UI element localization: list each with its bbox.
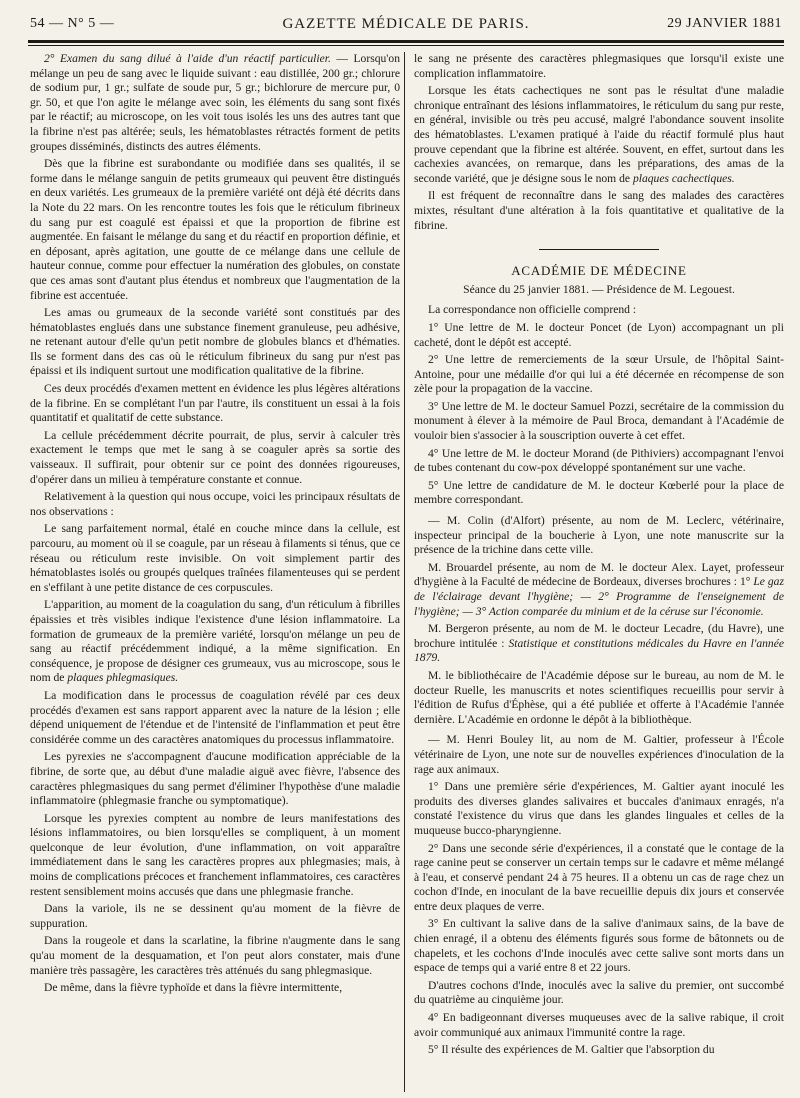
issue-date: 29 JANVIER 1881 bbox=[667, 16, 782, 31]
left-column bbox=[30, 52, 400, 1092]
paragraph: Relativement à la question qui nous occupe, voici les principaux résultats de nos observations : bbox=[30, 490, 400, 518]
paragraph-text: Lorsque les états cachectiques ne sont pas le résultat d'une maladie chronique entraînant des lésions inflammatoires, le réticulum du sang pur reste, en général, invisible ou très peu accusé, malgré l'abondance souvent insolite des hématoblastes. L'examen pratiqué à l'aide du réactif formulé plus haut prouve cependant que la fibrine est altérée. Souvent, en effet, surtout dans les cachexies avancées, on remarque, dans les préparations, des amas de la seconde variété, que je désigne sous le nom de bbox=[414, 84, 784, 185]
section-heading: ACADÉMIE DE MÉDECINE bbox=[511, 263, 687, 279]
paragraph-text: M. Brouardel présente, au nom de M. le docteur Alex. Layet, professeur d'hygiène à la Faculté de médecine de Bordeaux, diverses brochures : 1° bbox=[414, 560, 784, 589]
paragraph: La cellule précédemment décrite pourrait, de plus, servir à calculer très exactement le temps que met le sang à se coaguler après sa sortie des vaisseaux. Il suffirait, pour obtenir sur ce point des données rigoureuses, d'opérer dans un milieu à température constante et connue. bbox=[30, 428, 400, 486]
session-line: Séance du 25 janvier 1881. — Présidence de M. Legouest. bbox=[463, 282, 735, 296]
paragraph: Les amas ou grumeaux de la seconde variété sont constitués par des hématoblastes englués dans une substance finement granuleuse, peu adhésive, ne retenant autour d'elle qu'un petit nombre de globules blancs et d'hématies. Ils se forment dans des cas où le réticulum fibrineux du sang pur n'est pas épaissi et ils indiquent surtout une modification qualitative de la fibrine. bbox=[30, 306, 400, 378]
paragraph bbox=[414, 622, 784, 666]
paragraph: 4° En badigeonnant diverses muqueuses avec de la salive rabique, il croit avoir communiqué aux animaux l'immunité contre la rage. bbox=[414, 1011, 784, 1039]
paragraph: Le sang parfaitement normal, étalé en couche mince dans la cellule, est parcouru, au moment où il se coagule, par un réseau à filaments si ténus, que ce réseau ou réticulum reste invisible. On voit simplement partir des hématoblastes isolés ou groupés quelques traînées filamenteuses qui se perdent en s'effilant à une petite distance de ces corpuscules. bbox=[30, 522, 400, 594]
journal-title: GAZETTE MÉDICALE DE PARIS. bbox=[282, 16, 530, 32]
paragraph: Dans la variole, ils ne se dessinent qu'au moment de la fièvre de suppuration. bbox=[30, 902, 400, 930]
paragraph: 1° Dans une première série d'expériences, M. Galtier ayant inoculé les produits des diverses glandes salivaires et buccales d'animaux enragés, n'a constaté l'existence du virus que dans les glandes linguales et celles de la muqueuse bucco-pharyngienne. bbox=[414, 780, 784, 837]
paragraph: M. le bibliothécaire de l'Académie dépose sur le bureau, au nom de M. le docteur Ruelle, les manuscrits et notes scientifiques recueillis pour servir à l'édition de Rufus d'Éphèse, qui a été publiée et offerte à l'Académie l'année dernière. L'Académie en ordonne le dépôt à la bibliothèque. bbox=[414, 668, 784, 726]
paragraph: 2° Une lettre de remerciements de la sœur Ursule, de l'hôpital Saint-Antoine, pour une médaille d'or qui lui a été décernée en récompense de son zèle pour la propagation de la vaccine. bbox=[414, 353, 784, 396]
paragraph-text: — Lorsqu'on mélange un peu de sang avec le liquide suivant : eau distillée, 200 gr.; chlorure de sodium pur, 1 gr.; sulfate de soude pur, 5 gr.; bichlorure de mercure pur, 0 gr. 50, et que l'on agite le mélange avec soin, les éléments du sang sont fixés par le réactif; au microscope, on les voit tous isolés les uns des autres tant que la fibrine n'est pas altérée; seuls, les hématoblastes rétractés forment de petits groupes disséminés, distincts des autres éléments. bbox=[30, 52, 400, 153]
section-subtitle: 2° Examen du sang dilué à l'aide d'un réactif particulier. bbox=[44, 52, 331, 65]
page-number: 54 — N° 5 — bbox=[30, 16, 115, 31]
paragraph: 1° Une lettre de M. le docteur Poncet (de Lyon) accompagnant un pli cacheté, dont le dépôt est accepté. bbox=[414, 320, 784, 349]
paragraph: — M. Henri Bouley lit, au nom de M. Galtier, professeur à l'École vétérinaire de Lyon, une note sur de nouvelles expériences d'inoculation de la rage aux animaux. bbox=[414, 733, 784, 776]
section-divider bbox=[539, 249, 659, 250]
paragraph: La modification dans le processus de coagulation révélé par ces deux procédés d'examen est sans rapport apparent avec la nature de la lésion ; elle dépend uniquement de l'étendue et de l'intensité de l'inflammation et peut être considérée comme un des caractères anatomiques du processus inflammatoire. bbox=[30, 688, 400, 746]
page-header bbox=[30, 16, 782, 40]
brochure-titles: Le gaz de l'éclairage devant l'hygiène; — 2° Programme de l'enseignement de l'hygiène; — 3° Action comparée du minium et de la céruse sur l'économie. bbox=[414, 575, 784, 618]
term-italic: plaques cachectiques. bbox=[632, 171, 735, 185]
paragraph: 5° Une lettre de candidature de M. le docteur Kœberlé pour la place de membre correspondant. bbox=[414, 478, 784, 507]
paragraph: 5° Il résulte des expériences de M. Galtier que l'absorption du bbox=[428, 1043, 715, 1057]
paragraph: — M. Colin (d'Alfort) présente, au nom de M. Leclerc, vétérinaire, inspecteur principal de la boucherie à Lyon, une note manuscrite sur la présence de la trichine dans cette ville. bbox=[414, 514, 784, 557]
paragraph: De même, dans la fièvre typhoïde et dans la fièvre intermittente, bbox=[44, 981, 343, 995]
paragraph: 2° Dans une seconde série d'expériences, il a constaté que le contage de la rage canine peut se conserver un certain temps sur le cadavre et même mélangé à l'eau, et conservé pendant 24 à 75 heures. Il a obtenu un cas de rage chez un cochon d'Inde, en inoculant de la bave recueillie depuis dix jours et conservée entre deux plaques de verre. bbox=[414, 841, 784, 913]
paragraph: Dès que la fibrine est surabondante ou modifiée dans ses qualités, il se forme dans le mélange sanguin de petits grumeaux qui peuvent être distingués en deux variétés. Les grumeaux de la première variété ont déjà été décrits dans la Note du 22 mars. On les rencontre toutes les fois que le réticulum fibrineux du sang pur est coagulé est épaissi et que la proportion de fibrine est augmentée. En faisant le mélange du sang et du réactif en proportion définie, et en déposant, après agitation, une goutte de ce mélange dans une cellule de hauteur connue, comme pour effectuer la numération des globules, on constate que ces amas sont d'autant plus étendus et nombreux que l'augmentation de la fibrine est accentuée. bbox=[30, 157, 400, 302]
column-divider bbox=[404, 52, 405, 1092]
paragraph: La correspondance non officielle comprend : bbox=[428, 303, 637, 317]
paragraph: Il est fréquent de reconnaître dans le sang des malades des caractères mixtes, résultant d'une altération à la fois quantitative et qualitative de la fibrine. bbox=[414, 189, 784, 232]
paragraph bbox=[414, 84, 784, 186]
paragraph bbox=[30, 52, 400, 154]
paragraph-text: L'apparition, au moment de la coagulation du sang, d'un réticulum à fibrilles épaissies et très visibles indique l'existence d'une lésion inflammatoire. La formation de grumeaux de la première variété, lorsqu'on mélange un peu de sang au réactif précédemment indiqué, a la même signification. En conséquence, je propose de désigner ces grumeaux, vus au microscope, sous le nom de bbox=[30, 598, 400, 685]
paragraph: Dans la rougeole et dans la scarlatine, la fibrine n'augmente dans le sang qu'au moment de la desquamation, et l'on peut alors constater, mais d'une manière très passagère, les caractères très atténués du sang phlegmasique. bbox=[30, 934, 400, 977]
paragraph: Ces deux procédés d'examen mettent en évidence les plus légères altérations de la fibrine. En se complétant l'un par l'autre, ils constituent un essai à la fois quantitatif et qualitatif de cette substance. bbox=[30, 382, 400, 425]
right-column bbox=[414, 52, 784, 1092]
paragraph bbox=[414, 561, 784, 619]
paragraph: D'autres cochons d'Inde, inoculés avec la salive du premier, ont succombé du quatrième au cinquième jour. bbox=[414, 978, 784, 1007]
paragraph: 4° Une lettre de M. le docteur Morand (de Pithiviers) accompagnant l'envoi de tubes contenant du cow-pox développé spontanément sur une vache. bbox=[414, 446, 784, 475]
header-rule bbox=[28, 40, 784, 43]
paragraph: 3° Une lettre de M. le docteur Samuel Pozzi, secrétaire de la commission du monument à élever à la mémoire de Paul Broca, demandant à l'Académie de vouloir bien s'associer à la souscription ouverte à cet effet. bbox=[414, 399, 784, 443]
header-rule-thin bbox=[28, 45, 784, 46]
paragraph-text: M. Bergeron présente, au nom de M. le docteur Lecadre, (du Havre), une brochure intitulée : bbox=[414, 622, 784, 650]
paragraph: 3° En cultivant la salive dans de la salive d'animaux sains, de la bave de chien enragé, il a obtenu des éléments figurés sous forme de bâtonnets ou de chapelets, et les cochons d'Inde inoculés avec cette salive sont morts dans un espace de temps qui a varié entre 8 et 22 jours. bbox=[414, 917, 784, 975]
paragraph: Les pyrexies ne s'accompagnent d'aucune modification appréciable de la fibrine, de sorte que, au début d'une maladie aiguë avec fièvre, l'absence des caractères phlegmasiques du sang permet d'éliminer l'hypothèse d'une maladie inflammatoire (phlegmasie franche ou symptomatique). bbox=[30, 750, 400, 808]
paragraph: le sang ne présente des caractères phlegmasiques que lorsqu'il existe une complication inflammatoire. bbox=[414, 52, 784, 80]
paragraph bbox=[30, 598, 400, 686]
paragraph: Lorsque les pyrexies comptent au nombre de leurs manifestations des lésions inflammatoires, ou bien lorsqu'elles se compliquent, à un moment quelconque de leur évolution, d'une inflammation, on voit apparaître immédiatement dans le sang les caractères propres aux phlegmasies; mais, à moins de complications précoces et franchement inflammatoires, ces caractères restent sensiblement moins accusés que dans une phlegmasie franche. bbox=[30, 811, 400, 898]
term-italic: plaques phlegmasiques. bbox=[67, 671, 179, 685]
brochure-title: Statistique et constitutions médicales du Havre en l'année 1879. bbox=[414, 636, 784, 665]
